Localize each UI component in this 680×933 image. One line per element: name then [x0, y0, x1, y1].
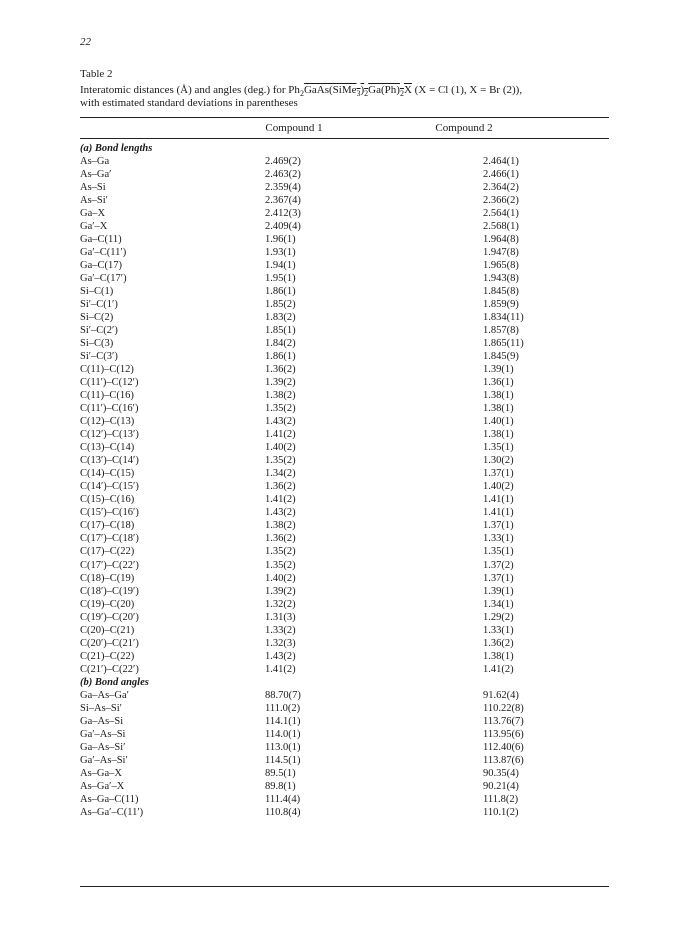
compound-1-value: 1.36(2): [265, 481, 296, 493]
compound-2-value: 112.40(6): [483, 741, 524, 753]
bond-label: C(13)–C(14): [80, 442, 135, 454]
compound-1-value: 2.409(4): [265, 221, 301, 233]
compound-2-value: 90.21(4): [483, 780, 519, 792]
compound-2-value: 91.62(4): [483, 689, 519, 701]
compound-2-value: 1.845(9): [483, 351, 519, 363]
compound-2-value: 1.35(1): [483, 442, 514, 454]
compound-1-value: 110.8(4): [265, 806, 301, 818]
table-row: [80, 467, 609, 480]
bond-label: Ga–As–Si′: [80, 741, 126, 753]
compound-1-value: 2.359(4): [265, 182, 301, 194]
compound-2-value: 1.29(2): [483, 611, 514, 623]
bond-label: As–Ga′: [80, 169, 112, 181]
bond-label: C(11′)–C(16′): [80, 403, 139, 415]
compound-2-value: 1.33(1): [483, 624, 514, 636]
compound-1-value: 2.412(3): [265, 208, 301, 220]
table-row: [80, 572, 609, 585]
compound-2-value: 1.36(2): [483, 637, 514, 649]
table-body: [80, 142, 609, 819]
bond-label: Ga–X: [80, 208, 106, 220]
bond-label: C(13′)–C(14′): [80, 455, 139, 467]
bond-label: Si′–C(1′): [80, 299, 118, 311]
compound-2-value: 111.8(2): [483, 793, 519, 805]
table-row: [80, 689, 609, 702]
compound-2-value: 110.1(2): [483, 806, 519, 818]
compound-1-value: 1.41(2): [265, 429, 296, 441]
bond-label: Ga′–C(11′): [80, 247, 127, 259]
compound-1-value: 111.0(2): [265, 702, 301, 714]
table-row: [80, 702, 609, 715]
compound-2-value: 1.865(11): [483, 338, 524, 350]
compound-1-value: 1.39(2): [265, 377, 296, 389]
table-row: [80, 559, 609, 572]
column-header-compound-2: Compound 2: [435, 122, 493, 134]
bond-label: C(19′)–C(20′): [80, 611, 139, 623]
bond-label: Si′–C(3′): [80, 351, 118, 363]
bond-label: Ga′–As–Si: [80, 728, 126, 740]
table-row: [80, 376, 609, 389]
bond-label: C(17)–C(18): [80, 520, 135, 532]
table-row: [80, 806, 609, 819]
bond-label: C(19)–C(20): [80, 598, 135, 610]
table-caption: [80, 84, 620, 110]
compound-2-value: 1.943(8): [483, 273, 519, 285]
table-row: [80, 663, 609, 676]
compound-2-value: 1.965(8): [483, 260, 519, 272]
bond-label: C(18)–C(19): [80, 572, 135, 584]
bond-label: C(15′)–C(16′): [80, 507, 139, 519]
compound-2-value: 1.40(1): [483, 416, 514, 428]
bond-label: Ga′–X: [80, 221, 108, 233]
compound-2-value: 1.30(2): [483, 455, 514, 467]
compound-1-value: 1.85(2): [265, 299, 296, 311]
table-row: [80, 428, 609, 441]
table-row: [80, 624, 609, 637]
bond-label: Si–As–Si′: [80, 702, 122, 714]
caption-prefix: Interatomic distances (Å) and angles (deg.) for Ph: [80, 84, 300, 96]
compound-1-value: 2.469(2): [265, 156, 301, 168]
bond-label: Ga–C(11): [80, 234, 122, 246]
table-row: [80, 324, 609, 337]
table-row: [80, 741, 609, 754]
bottom-rule: [80, 886, 609, 887]
compound-2-value: 1.38(1): [483, 429, 514, 441]
compound-1-value: 1.95(1): [265, 273, 296, 285]
bond-label: C(17)–C(22): [80, 546, 135, 558]
compound-1-value: 1.32(2): [265, 598, 296, 610]
compound-1-value: 1.34(2): [265, 468, 296, 480]
table-label: Table 2: [80, 68, 113, 80]
compound-2-value: 1.38(1): [483, 403, 514, 415]
table-row: [80, 585, 609, 598]
compound-1-value: 1.39(2): [265, 585, 296, 597]
compound-1-value: 89.5(1): [265, 767, 296, 779]
page-number: 22: [80, 36, 91, 48]
bond-label: Ga–As–Ga′: [80, 689, 129, 701]
header-rule: [80, 138, 609, 139]
bond-label: As–Ga: [80, 156, 110, 168]
bond-label: Ga–C(17): [80, 260, 122, 272]
bond-label: As–Ga–C(11): [80, 793, 139, 805]
compound-2-value: 1.37(1): [483, 468, 514, 480]
table-row: [80, 155, 609, 168]
compound-1-value: 1.43(2): [265, 507, 296, 519]
table-row: [80, 780, 609, 793]
compound-1-value: 1.33(2): [265, 624, 296, 636]
compound-1-value: 1.35(2): [265, 559, 296, 571]
caption-sub: 3: [356, 89, 361, 99]
caption-formula: X: [403, 84, 412, 96]
bond-label: As–Si′: [80, 195, 108, 207]
table-row: [80, 207, 609, 220]
caption-line2: with estimated standard deviations in parentheses: [80, 97, 298, 109]
compound-1-value: 1.85(1): [265, 325, 296, 337]
compound-2-value: 110.22(8): [483, 702, 524, 714]
bond-label: Si–C(2): [80, 312, 114, 324]
table-row: [80, 519, 609, 532]
table-row: [80, 220, 609, 233]
compound-2-value: 1.947(8): [483, 247, 519, 259]
compound-1-value: 111.4(4): [265, 793, 301, 805]
caption-formula: GaAs(SiMe: [303, 84, 357, 96]
bond-label: Ga′–C(17′): [80, 273, 127, 285]
compound-2-value: 113.76(7): [483, 715, 524, 727]
table-row: [80, 402, 609, 415]
bond-label: Ga′–As–Si′: [80, 754, 128, 766]
compound-2-value: 2.366(2): [483, 195, 519, 207]
table-row: [80, 233, 609, 246]
table-row: [80, 650, 609, 663]
compound-2-value: 1.41(1): [483, 494, 514, 506]
top-rule: [80, 117, 609, 118]
compound-1-value: 2.463(2): [265, 169, 301, 181]
compound-1-value: 113.0(1): [265, 741, 301, 753]
compound-1-value: 2.367(4): [265, 195, 301, 207]
compound-1-value: 1.96(1): [265, 234, 296, 246]
compound-1-value: 1.41(2): [265, 494, 296, 506]
compound-1-value: 1.93(1): [265, 247, 296, 259]
table-row: [80, 285, 609, 298]
table-row: [80, 363, 609, 376]
bond-label: C(20)–C(21): [80, 624, 135, 636]
compound-1-value: 89.8(1): [265, 780, 296, 792]
compound-2-value: 2.564(1): [483, 208, 519, 220]
table-row: [80, 337, 609, 350]
compound-1-value: 1.35(2): [265, 546, 296, 558]
compound-1-value: 1.35(2): [265, 455, 296, 467]
compound-2-value: 1.857(8): [483, 325, 519, 337]
table-row: [80, 506, 609, 519]
bond-label: Si′–C(2′): [80, 325, 118, 337]
column-header-compound-1: Compound 1: [265, 122, 323, 134]
compound-1-value: 1.38(2): [265, 520, 296, 532]
compound-2-value: 90.35(4): [483, 767, 519, 779]
caption-suffix: (X = Cl (1), X = Br (2)),: [411, 84, 523, 96]
table-row: [80, 767, 609, 780]
bond-label: C(18′)–C(19′): [80, 585, 139, 597]
table-row: [80, 715, 609, 728]
table-row: [80, 793, 609, 806]
table-row: [80, 311, 609, 324]
table-row: [80, 611, 609, 624]
compound-2-value: 1.40(2): [483, 481, 514, 493]
table-row: [80, 181, 609, 194]
bond-label: C(17′)–C(22′): [80, 559, 139, 571]
compound-1-value: 1.86(1): [265, 351, 296, 363]
table-row: [80, 480, 609, 493]
table-row: [80, 298, 609, 311]
compound-2-value: 1.37(1): [483, 520, 514, 532]
bond-label: C(21)–C(22): [80, 650, 135, 662]
caption-sub: 2: [364, 89, 369, 99]
bond-label: As–Ga′–C(11′): [80, 806, 144, 818]
caption-sub: 2: [299, 89, 304, 99]
table-row: [80, 246, 609, 259]
compound-1-value: 114.0(1): [265, 728, 301, 740]
table-row: [80, 637, 609, 650]
table-row: [80, 441, 609, 454]
table-row: [80, 728, 609, 741]
table-row: [80, 598, 609, 611]
compound-1-value: 1.32(3): [265, 637, 296, 649]
table-row: [80, 194, 609, 207]
compound-1-value: 1.84(2): [265, 338, 296, 350]
compound-2-value: 1.39(1): [483, 364, 514, 376]
bond-label: C(12′)–C(13′): [80, 429, 139, 441]
table-row: [80, 389, 609, 402]
bond-label: As–Si: [80, 182, 106, 194]
compound-1-value: 1.36(2): [265, 364, 296, 376]
bond-label: C(12)–C(13): [80, 416, 135, 428]
table-row: [80, 350, 609, 363]
compound-2-value: 1.834(11): [483, 312, 524, 324]
bond-label: C(11′)–C(12′): [80, 377, 139, 389]
table-row: [80, 545, 609, 558]
compound-2-value: 1.38(1): [483, 650, 514, 662]
bond-label: C(11)–C(12): [80, 364, 134, 376]
table-row: [80, 454, 609, 467]
section-heading: [80, 676, 609, 689]
compound-1-value: 88.70(7): [265, 689, 301, 701]
section-title: (a) Bond lengths: [80, 143, 153, 154]
compound-1-value: 1.31(3): [265, 611, 296, 623]
caption-formula: Ga(Ph): [368, 84, 400, 96]
compound-2-value: 113.87(6): [483, 754, 524, 766]
compound-1-value: 1.40(2): [265, 442, 296, 454]
data-table: [80, 142, 609, 819]
caption-sub: 2: [399, 89, 404, 99]
compound-2-value: 2.364(2): [483, 182, 519, 194]
compound-1-value: 1.36(2): [265, 533, 296, 545]
compound-2-value: 1.38(1): [483, 390, 514, 402]
bond-label: C(11)–C(16): [80, 390, 134, 402]
compound-1-value: 114.5(1): [265, 754, 301, 766]
compound-2-value: 1.37(1): [483, 572, 514, 584]
compound-2-value: 2.464(1): [483, 156, 519, 168]
caption-formula: ): [360, 84, 365, 96]
compound-2-value: 1.41(1): [483, 507, 514, 519]
compound-1-value: 1.94(1): [265, 260, 296, 272]
bond-label: C(14′)–C(15′): [80, 481, 139, 493]
compound-2-value: 1.37(2): [483, 559, 514, 571]
table-row: [80, 754, 609, 767]
compound-1-value: 1.43(2): [265, 416, 296, 428]
compound-2-value: 2.568(1): [483, 221, 519, 233]
compound-1-value: 1.35(2): [265, 403, 296, 415]
bond-label: As–Ga–X: [80, 767, 122, 779]
table-row: [80, 168, 609, 181]
compound-2-value: 1.33(1): [483, 533, 514, 545]
table-row: [80, 272, 609, 285]
compound-2-value: 1.36(1): [483, 377, 514, 389]
table-row: [80, 493, 609, 506]
bond-label: Si–C(3): [80, 338, 114, 350]
section-heading: [80, 142, 609, 155]
bond-label: C(15)–C(16): [80, 494, 135, 506]
compound-1-value: 1.41(2): [265, 663, 296, 675]
compound-2-value: 1.41(2): [483, 663, 514, 675]
compound-1-value: 1.38(2): [265, 390, 296, 402]
bond-label: C(17′)–C(18′): [80, 533, 139, 545]
compound-2-value: 2.466(1): [483, 169, 519, 181]
bond-label: C(21′)–C(22′): [80, 663, 139, 675]
bond-label: Si–C(1): [80, 286, 114, 298]
compound-1-value: 1.40(2): [265, 572, 296, 584]
compound-1-value: 114.1(1): [265, 715, 301, 727]
bond-label: Ga–As–Si: [80, 715, 124, 727]
compound-2-value: 1.35(1): [483, 546, 514, 558]
compound-2-value: 113.95(6): [483, 728, 524, 740]
section-title: (b) Bond angles: [80, 676, 149, 688]
bond-label: As–Ga′–X: [80, 780, 125, 792]
compound-2-value: 1.845(8): [483, 286, 519, 298]
compound-1-value: 1.86(1): [265, 286, 296, 298]
compound-1-value: 1.43(2): [265, 650, 296, 662]
compound-2-value: 1.964(8): [483, 234, 519, 246]
table-row: [80, 532, 609, 545]
compound-1-value: 1.83(2): [265, 312, 296, 324]
compound-2-value: 1.39(1): [483, 585, 514, 597]
bond-label: C(20′)–C(21′): [80, 637, 139, 649]
bond-label: C(14)–C(15): [80, 468, 135, 480]
table-row: [80, 415, 609, 428]
compound-2-value: 1.34(1): [483, 598, 514, 610]
table-row: [80, 259, 609, 272]
compound-2-value: 1.859(9): [483, 299, 519, 311]
